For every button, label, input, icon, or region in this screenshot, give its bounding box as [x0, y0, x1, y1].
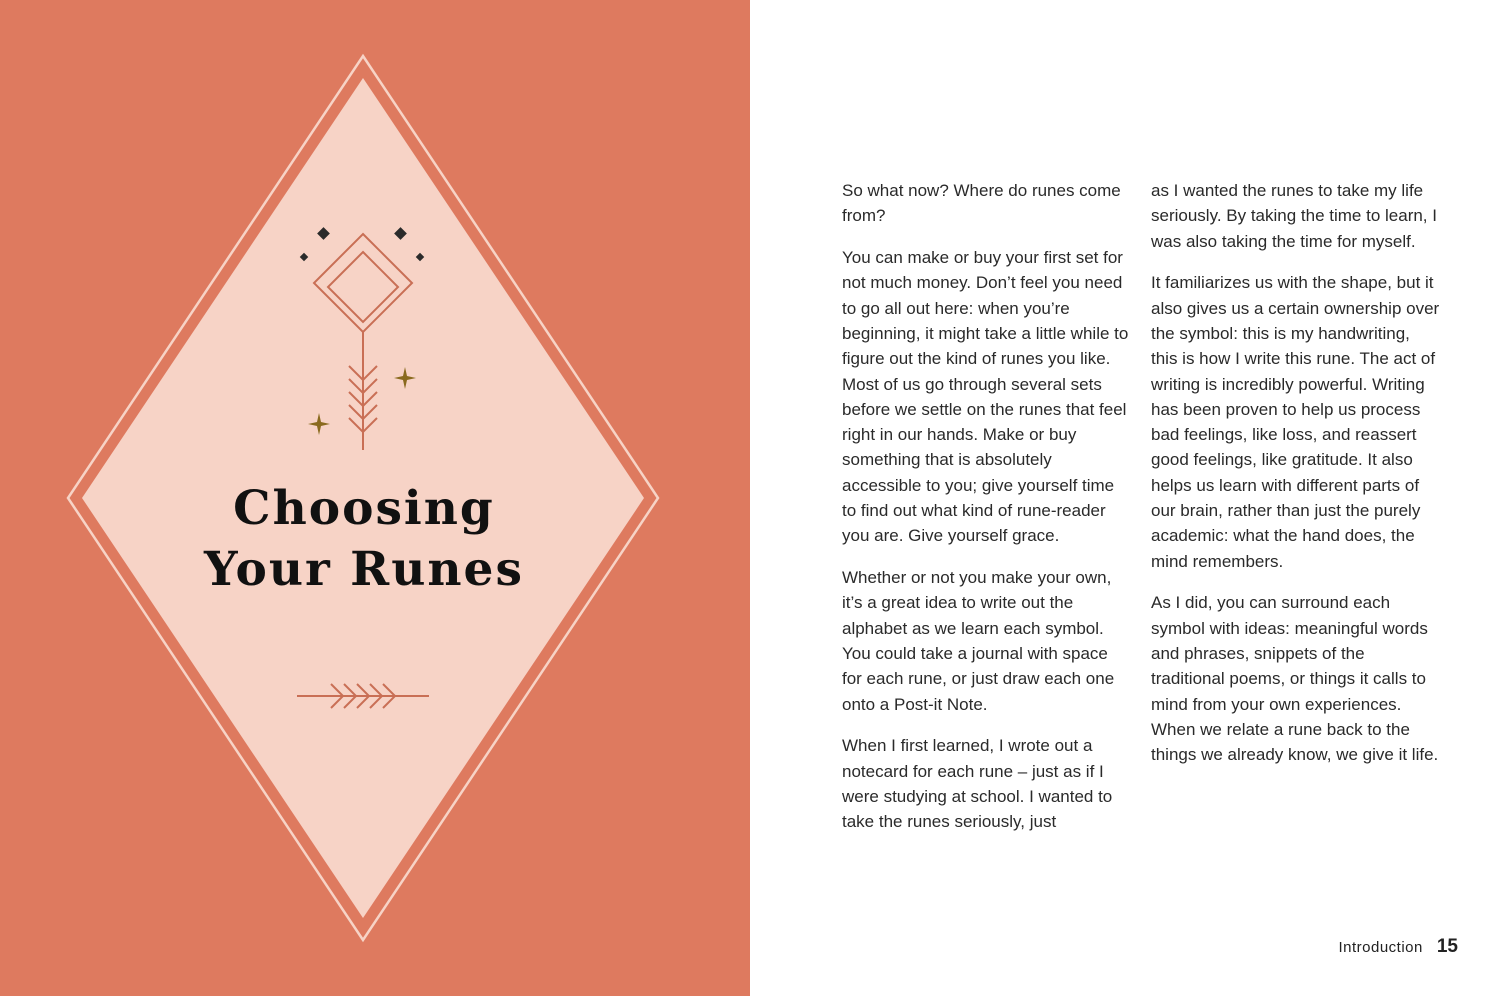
paragraph: You can make or buy your first set for not much money. Don’t feel you need to go all out here: when you’re beginning, it might take a little while to figure out the kind of runes you like. Most of us go through several sets before we settle on the runes that feel right in our hands. Make or buy something that is absolutely accessible to you; give yourself time to find out what kind of rune-reader you are. Give yourself grace. [842, 248, 1129, 546]
chapter-title-line-2: Your Runes [204, 542, 524, 597]
paragraph: It familiarizes us with the shape, but it also gives us a certain ownership over the symbol: this is my handwriting, this is how I write this rune. The act of writing is incredibly powerful. Writing has been proven to help us process bad feelings, like loss, and reassert good feelings, like gratitude. It also helps us learn with different parts of our brain, rather than just the purely academic: what the hand does, the mind remembers. [1151, 273, 1440, 571]
paragraph: When I first learned, I wrote out a notecard for each rune – just as if I were studying at school. I wanted to take the runes seriously, just [842, 736, 1113, 832]
chapter-title-line-1: Choosing [233, 481, 495, 536]
right-page [750, 0, 1500, 996]
text-column-2 [1151, 178, 1441, 784]
paragraph: So what now? Where do runes come from? [842, 181, 1121, 226]
chapter-title [64, 478, 664, 600]
paragraph: As I did, you can surround each symbol with ideas: meaningful words and phrases, snippets of the traditional poems, or things it calls to mind from your own experiences. When we relate a rune back to the things we already know, we give it life. [1151, 593, 1439, 765]
page-number: 15 [1436, 936, 1458, 957]
running-footer-section: Introduction [1338, 939, 1423, 956]
paragraph: as I wanted the runes to take my life seriously. By taking the time to learn, I was also taking the time for myself. [1151, 181, 1437, 251]
text-column-1 [842, 178, 1132, 851]
page-footer [1338, 936, 1458, 958]
paragraph: Whether or not you make your own, it’s a great idea to write out the alphabet as we learn each symbol. You could take a journal with space for each rune, or just draw each one onto a Post-it Note. [842, 568, 1115, 714]
